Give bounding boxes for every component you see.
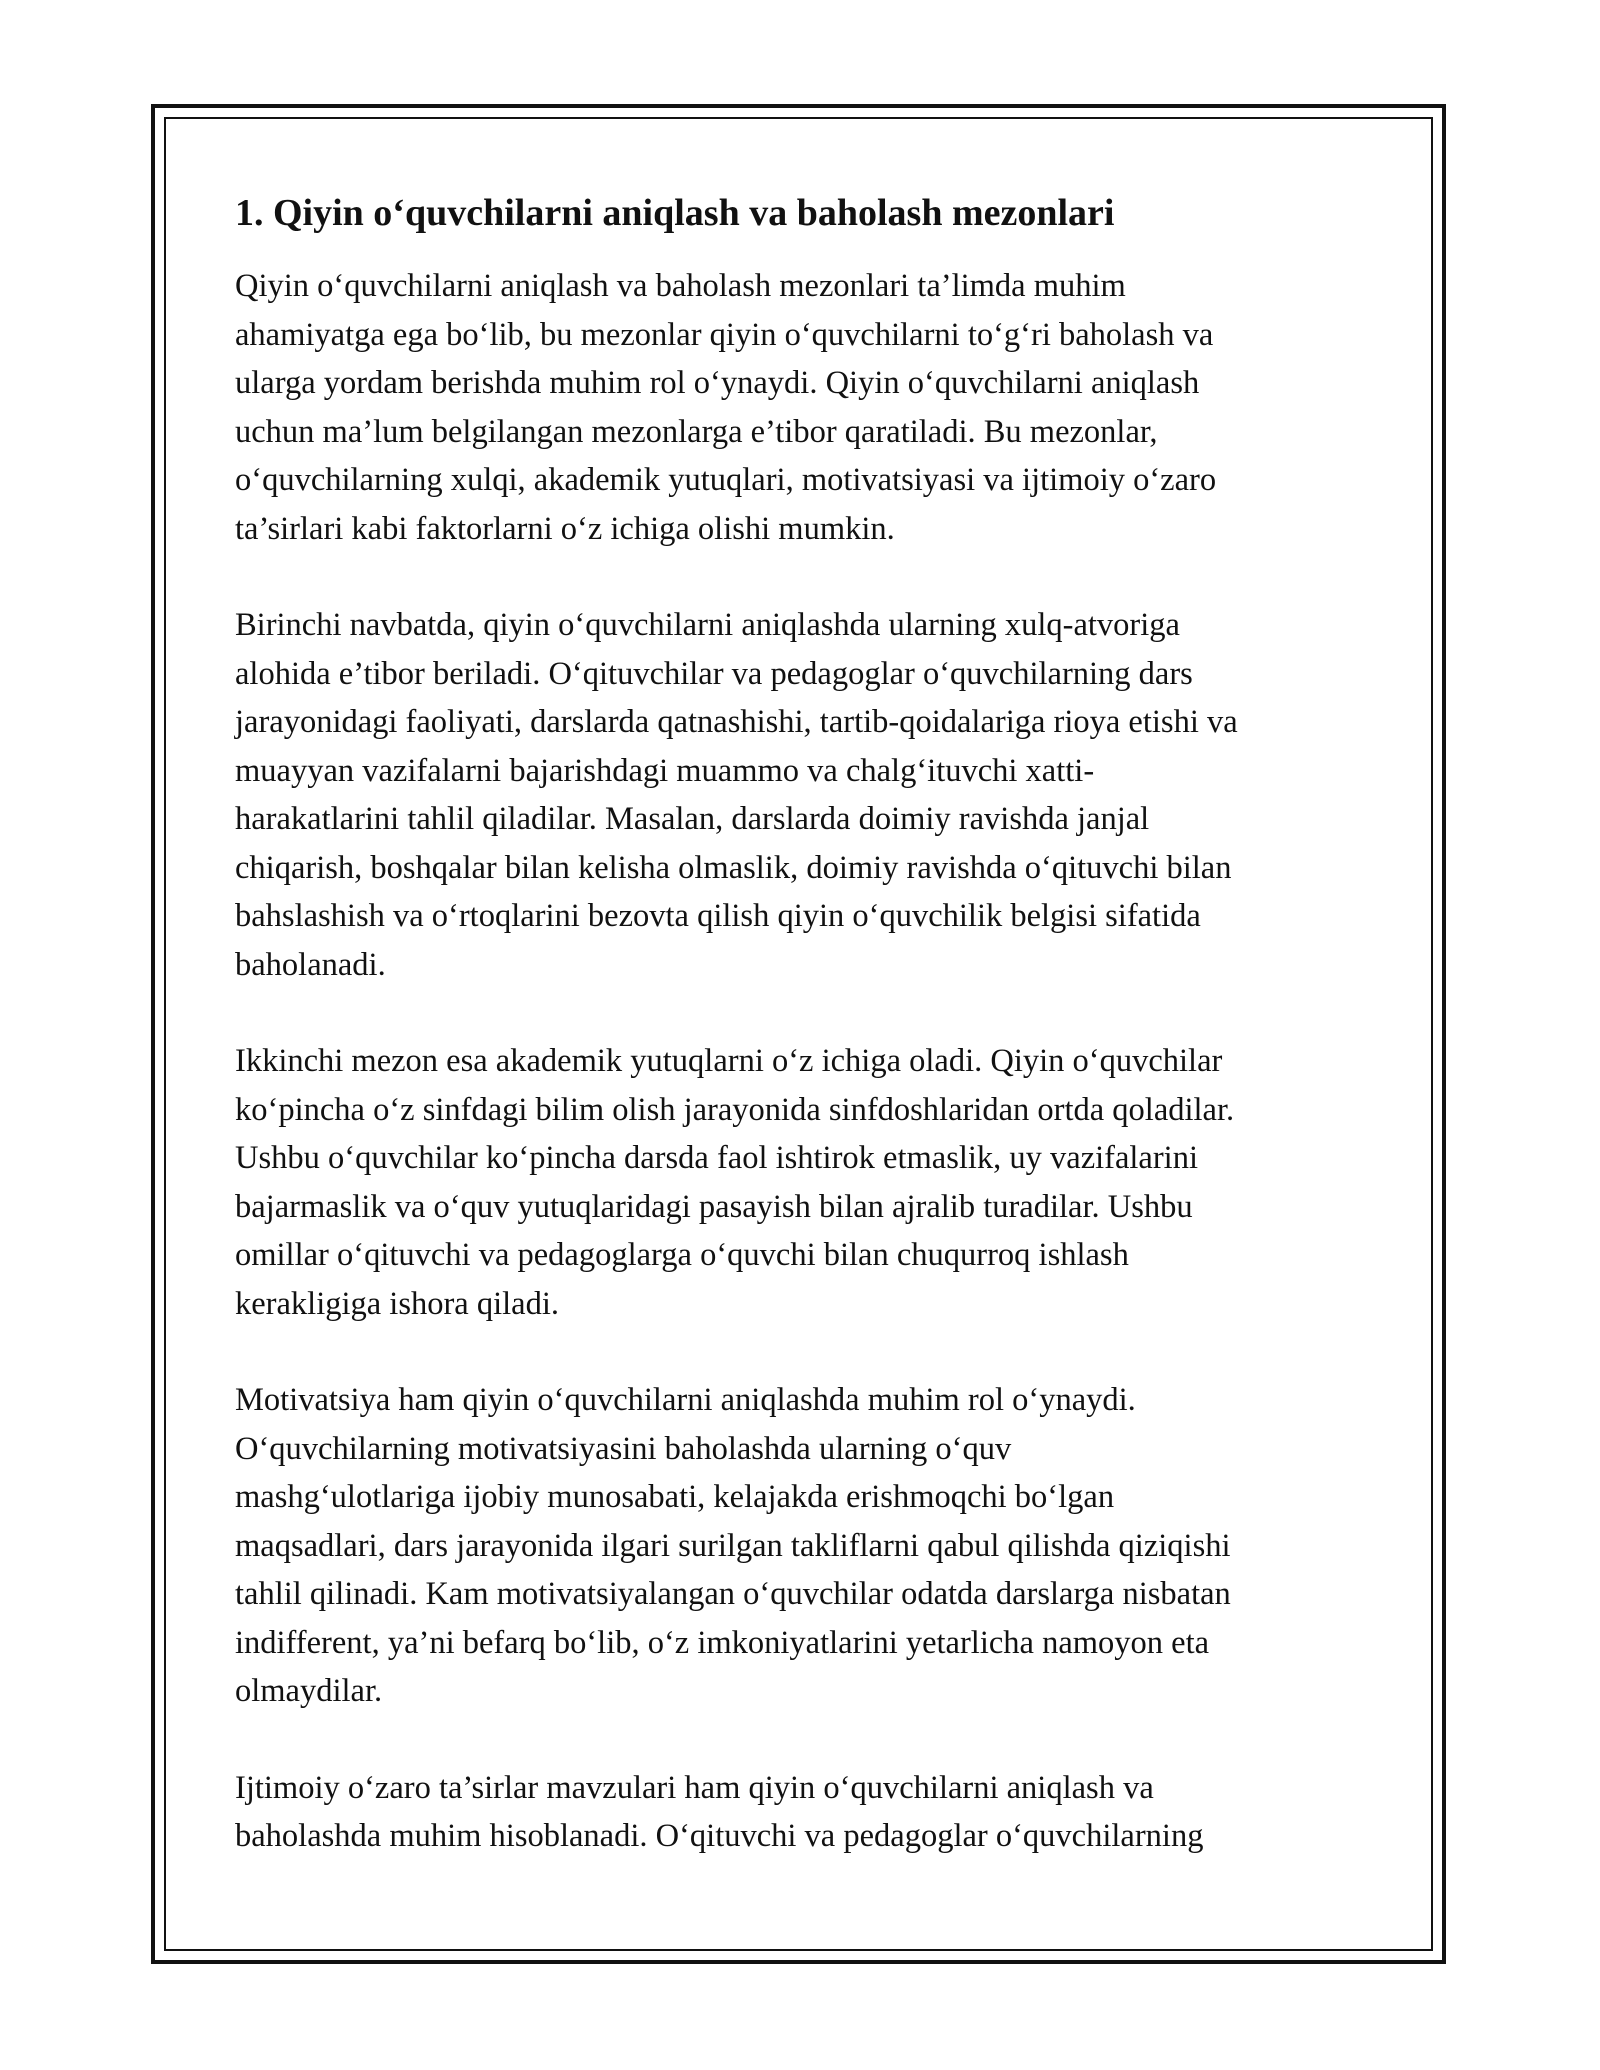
text-line: bajarmaslik va o‘quv yutuqlaridagi pasayish bilan ajralib turadilar. Ushbu [235,1188,1193,1225]
text-line: O‘quvchilarning motivatsiyasini baholashda ularning o‘quv [235,1430,1012,1467]
document-body [235,186,1375,1909]
text-line: uchun ma’lum belgilangan mezonlarga e’tibor qaratiladi. Bu mezonlar, [235,413,1158,450]
text-line: olmaydilar. [235,1673,383,1709]
text-line: ularga yordam berishda muhim rol o‘ynaydi. Qiyin o‘quvchilarni aniqlash [235,365,1200,401]
paragraph-1 [235,262,1375,553]
text-line: o‘quvchilarning xulqi, akademik yutuqlari, motivatsiyasi va ijtimoiy o‘zaro [235,462,1217,498]
text-line: mashg‘ulotlariga ijobiy munosabati, kelajakda erishmoqchi bo‘lgan [235,1479,1115,1515]
text-line: jarayonidagi faoliyati, darslarda qatnashishi, tartib-qoidalariga rioya etishi va [235,704,1238,740]
text-line: muayyan vazifalarni bajarishdagi muammo va chalg‘ituvchi xatti- [235,752,1095,789]
paragraph-3 [235,1037,1375,1328]
text-line: baholanadi. [235,946,386,983]
text-line: Birinchi navbatda, qiyin o‘quvchilarni aniqlashda ularning xulq-atvoriga [235,607,1180,643]
text-line: ta’sirlari kabi faktorlarni o‘z ichiga olishi mumkin. [235,510,895,547]
text-line: Qiyin o‘quvchilarni aniqlash va baholash mezonlari ta’limda muhim [235,268,1126,304]
text-line: maqsadlari, dars jarayonida ilgari surilgan takliflarni qabul qilishda qiziqishi [235,1527,1231,1564]
text-line: alohida e’tibor beriladi. O‘qituvchilar va pedagoglar o‘quvchilarning dars [235,655,1193,692]
text-line: Ikkinchi mezon esa akademik yutuqlarni o‘z ichiga oladi. Qiyin o‘quvchilar [235,1043,1223,1079]
text-line: omillar o‘qituvchi va pedagoglarga o‘quvchi bilan chuqurroq ishlash [235,1237,1129,1273]
paragraph-2 [235,601,1375,989]
text-line: ko‘pincha o‘z sinfdagi bilim olish jarayonida sinfdoshlaridan ortda qoladilar. [235,1091,1235,1128]
text-line: kerakligiga ishora qiladi. [235,1285,560,1322]
paragraph-4 [235,1376,1375,1716]
section-heading: 1. Qiyin o‘quvchilarni aniqlash va baholash mezonlari [235,192,1115,234]
paragraph-5 [235,1764,1375,1861]
text-line: Ijtimoiy o‘zaro ta’sirlar mavzulari ham qiyin o‘quvchilarni aniqlash va [235,1769,1154,1806]
text-line: Ushbu o‘quvchilar ko‘pincha darsda faol ishtirok etmaslik, uy vazifalarini [235,1140,1198,1176]
text-line: Motivatsiya ham qiyin o‘quvchilarni aniqlashda muhim rol o‘ynaydi. [235,1382,1136,1418]
text-line: baholashda muhim hisoblanadi. O‘qituvchi va pedagoglar o‘quvchilarning [235,1818,1204,1854]
text-line: ahamiyatga ega bo‘lib, bu mezonlar qiyin o‘quvchilarni to‘g‘ri baholash va [235,316,1214,353]
text-line: chiqarish, boshqalar bilan kelisha olmaslik, doimiy ravishda o‘qituvchi bilan [235,849,1232,886]
text-line: tahlil qilinadi. Kam motivatsiyalangan o‘quvchilar odatda darslarga nisbatan [235,1576,1231,1612]
text-line: indifferent, ya’ni befarq bo‘lib, o‘z imkoniyatlarini yetarlicha namoyon eta [235,1624,1210,1661]
text-line: harakatlarini tahlil qiladilar. Masalan, darslarda doimiy ravishda janjal [235,801,1150,837]
text-line: bahslashish va o‘rtoqlarini bezovta qilish qiyin o‘quvchilik belgisi sifatida [235,898,1201,934]
